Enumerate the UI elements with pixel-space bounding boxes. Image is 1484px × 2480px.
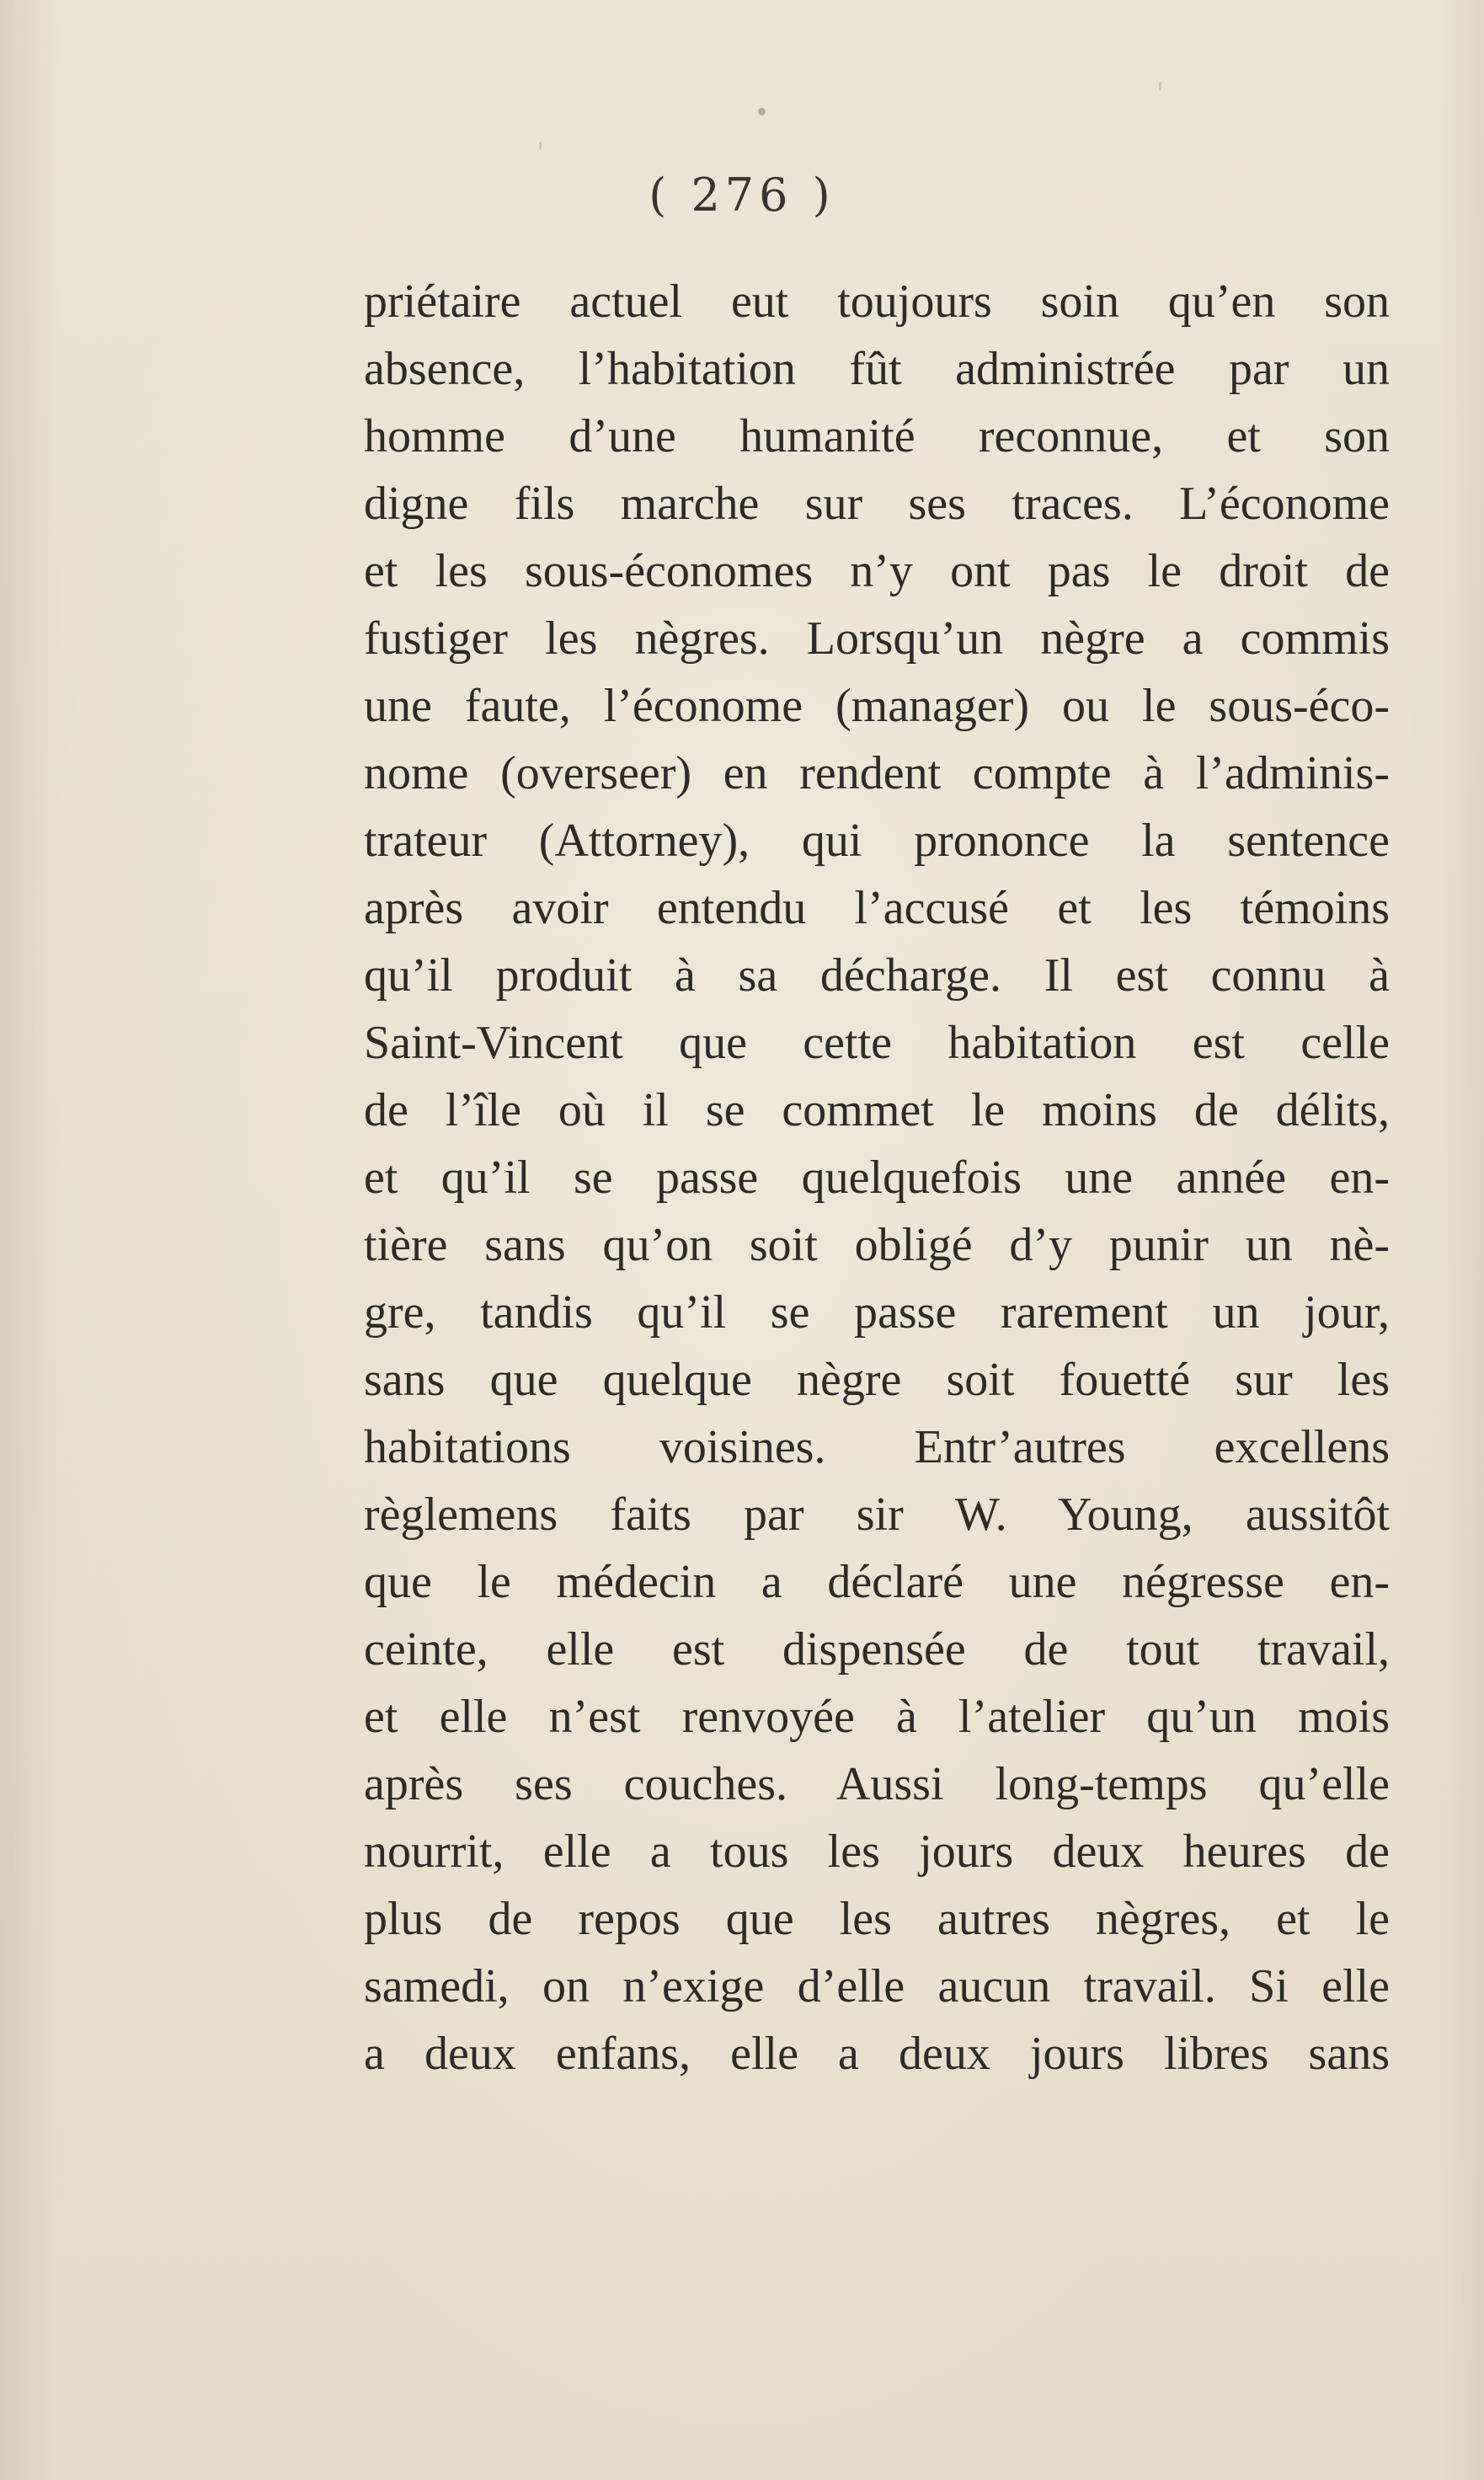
text-line: après avoir entendu l’accusé et les témoins xyxy=(364,882,1390,934)
text-line: priétaire actuel eut toujours soin qu’en son xyxy=(364,275,1390,328)
text-line: homme d’une humanité reconnue, et son xyxy=(364,410,1390,462)
ink-speck xyxy=(1159,81,1161,91)
text-line: plus de repos que les autres nègres, et le xyxy=(364,1893,1390,1945)
text-line: fustiger les nègres. Lorsqu’un nègre a commis xyxy=(364,612,1390,665)
text-line: nome (overseer) en rendent compte à l’adminis- xyxy=(364,747,1390,799)
text-line: tière sans qu’on soit obligé d’y punir un nè- xyxy=(364,1219,1390,1271)
text-line: et qu’il se passe quelquefois une année en- xyxy=(364,1152,1390,1204)
text-line: ceinte, elle est dispensée de tout travail, xyxy=(364,1623,1390,1676)
text-line: trateur (Attorney), qui prononce la sentence xyxy=(364,815,1390,867)
text-line: de l’île où il se commet le moins de délits, xyxy=(364,1084,1390,1136)
text-line: nourrit, elle a tous les jours deux heures de xyxy=(364,1825,1390,1878)
text-line: absence, l’habitation fût administrée par un xyxy=(364,343,1390,395)
text-line: règlemens faits par sir W. Young, aussitôt xyxy=(364,1489,1390,1541)
ink-speck xyxy=(758,108,766,115)
text-line: et les sous-économes n’y ont pas le droit de xyxy=(364,545,1390,597)
text-line: samedi, on n’exige d’elle aucun travail. Si elle xyxy=(364,1960,1390,2012)
page-number: ( 276 ) xyxy=(649,168,835,222)
text-line: digne fils marche sur ses traces. L’économe xyxy=(364,478,1390,530)
text-line: sans que quelque nègre soit fouetté sur les xyxy=(364,1354,1390,1406)
text-line: habitations voisines. Entr’autres excellens xyxy=(364,1421,1390,1473)
text-line: que le médecin a déclaré une négresse en- xyxy=(364,1556,1390,1608)
text-line: après ses couches. Aussi long-temps qu’elle xyxy=(364,1758,1390,1810)
text-line: Saint-Vincent que cette habitation est celle xyxy=(364,1017,1390,1069)
text-line: une faute, l’économe (manager) ou le sous-éco- xyxy=(364,680,1390,732)
text-line: gre, tandis qu’il se passe rarement un jour, xyxy=(364,1286,1390,1339)
text-line: a deux enfans, elle a deux jours libres sans xyxy=(364,2028,1390,2080)
text-line: qu’il produit à sa décharge. Il est connu à xyxy=(364,949,1390,1002)
body-text xyxy=(364,268,1390,2087)
text-line: et elle n’est renvoyée à l’atelier qu’un mois xyxy=(364,1691,1390,1743)
ink-speck xyxy=(539,142,542,150)
